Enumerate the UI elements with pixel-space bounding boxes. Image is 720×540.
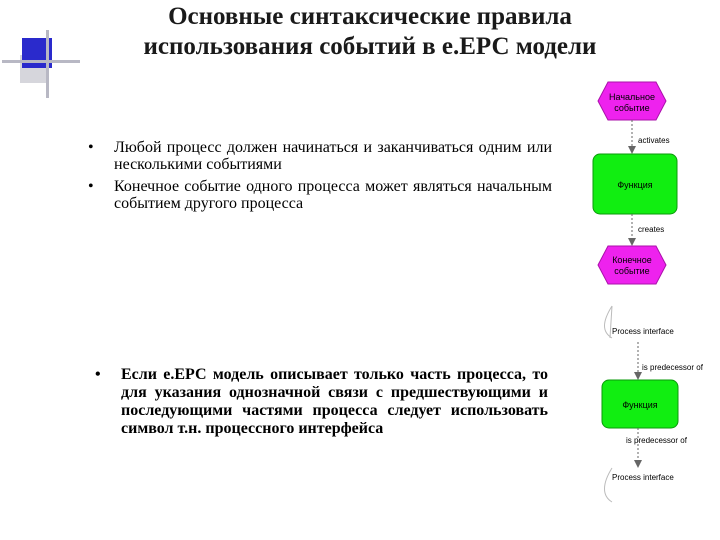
epc-diagram-events [590, 76, 705, 294]
bullet-item [86, 139, 552, 173]
title-line-2: использования событий в е.ЕРС модели [143, 33, 597, 60]
start-event-label-2: событие [614, 103, 650, 113]
end-event-label-1: Конечное [612, 255, 652, 265]
bullet-marker: • [88, 178, 94, 195]
arrow-head [628, 238, 636, 246]
process-interface-top-shape [605, 306, 613, 338]
creates-label: creates [638, 225, 665, 234]
bullet-text: Конечное событие одного процесса может являться начальным событием другого процесса [114, 178, 552, 212]
bullet-item [93, 366, 548, 438]
predecessor-label-bottom: is predecessor of [626, 436, 687, 445]
end-event-label-2: событие [614, 266, 650, 276]
epc-diagram-interfaces [596, 304, 716, 510]
process-interface-top-label: Process interface [612, 327, 674, 336]
process-interface-bottom-label: Process interface [612, 473, 674, 482]
page-title [80, 2, 660, 62]
bullet-marker: • [95, 366, 101, 383]
start-event-label-1: Начальное [609, 92, 655, 102]
predecessor-label-top: is predecessor of [642, 363, 703, 372]
bullet-marker: • [88, 139, 94, 156]
decor-line-vertical [46, 30, 49, 98]
bullet-list-bottom [93, 366, 548, 438]
function-label: Функция [622, 400, 658, 410]
function-label: Функция [617, 180, 653, 190]
bullet-list-top [86, 139, 552, 212]
process-interface-bottom-shape [605, 468, 613, 502]
activates-label: activates [638, 136, 670, 145]
bullet-item [86, 178, 552, 212]
arrow-head [628, 146, 636, 154]
bullet-text: Любой процесс должен начинаться и заканчиваться одним или несколькими событиями [114, 139, 552, 173]
decor-line-horizontal [2, 60, 80, 63]
title-line-1: Основные синтаксические правила [168, 3, 572, 30]
bullet-text: Если е.ЕРС модель описывает только часть процесса, то для указания однозначной связи с предшествующими и последующими частями процесса следует использовать символ т.н. процессного интерфейса [121, 366, 548, 437]
arrow-head [634, 460, 642, 468]
end-event-shape [598, 246, 666, 284]
arrow-head [634, 372, 642, 380]
